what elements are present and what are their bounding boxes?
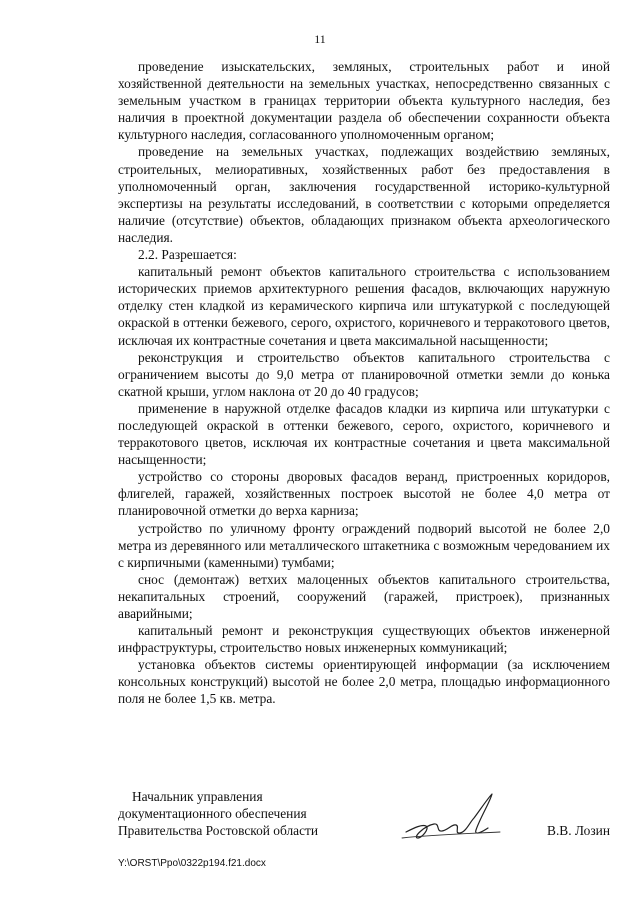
signatory-title-line: документационного обеспечения <box>118 806 307 821</box>
paragraph: устройство по уличному фронту ограждений подворий высотой не более 2,0 метра из деревянного или металлического штакетника с возможным чередованием их с кирпичными (каменными) тумбами; <box>118 520 610 570</box>
handwritten-signature <box>400 788 510 846</box>
signatory-name: В.В. Лозин <box>547 823 610 838</box>
paragraph: проведение на земельных участках, подлежащих воздействию земляных, строительных, мелиоративных, хозяйственных работ без предоставления в уполномоченный орган, заключения государственной историко-культурной экспертизы на результаты исследований, в соответствии с которыми определяется наличие (отсутствие) объектов, обладающих признаком объекта археологического наследия. <box>118 144 610 245</box>
signatory-title-line: Правительства Ростовской области <box>118 823 319 838</box>
paragraph: капитальный ремонт и реконструкция существующих объектов инженерной инфраструктуры, строительство новых инженерных коммуникаций; <box>118 623 610 656</box>
paragraph: устройство со стороны дворовых фасадов веранд, пристроенных коридоров, флигелей, гаражей, хозяйственных построек высотой не более 4,0 метра от планировочной отметки до верха карниза; <box>118 469 610 519</box>
document-body <box>118 58 610 708</box>
page-number: 11 <box>314 32 326 46</box>
section-heading: 2.2. Разрешается: <box>138 247 237 263</box>
file-path-footer: Y:\ORST\Ppo\0322p194.f21.docx <box>118 858 266 869</box>
signature-block <box>118 788 610 848</box>
signatory-title-line: Начальник управления <box>132 789 263 804</box>
paragraph: установка объектов системы ориентирующей информации (за исключением консольных конструкций) высотой не более 2,0 метра, площадью информационного поля не более 1,5 кв. метра. <box>118 657 610 707</box>
paragraph: проведение изыскательских, земляных, строительных работ и иной хозяйственной деятельности на земельных участках, непосредственно связанных с земельным участком в границах территории объекта культурного наследия, без наличия в проектной документации раздела об обеспечении сохранности объекта культурного наследия, согласованного уполномоченным органом; <box>118 59 610 143</box>
signatory-title <box>118 788 318 839</box>
paragraph: применение в наружной отделке фасадов кладки из кирпича или штукатурки с последующей окраской в оттенки бежевого, серого, охристого, коричневого и терракотового цветов, исключая их контрастные сочетания и цвета максимальной насыщенности; <box>118 400 610 468</box>
paragraph: снос (демонтаж) ветхих малоценных объектов капитального строительства, некапитальных строений, сооружений (гаражей, пристроек), признанных аварийными; <box>118 571 610 621</box>
paragraph: реконструкция и строительство объектов капитального строительства с ограничением высоты до 9,0 метра от планировочной отметки земли до конька скатной крыши, углом наклона от 20 до 40 градусов; <box>118 349 610 399</box>
paragraph: капитальный ремонт объектов капитального строительства с использованием исторических приемов архитектурного решения фасадов, включающих наружную отделку стен кладкой из керамического кирпича или штукатуркой с последующей окраской в оттенки бежевого, серого, охристого, коричневого и терракотового цветов, исключая их контрастные сочетания и цвета максимальной насыщенности; <box>118 264 610 348</box>
